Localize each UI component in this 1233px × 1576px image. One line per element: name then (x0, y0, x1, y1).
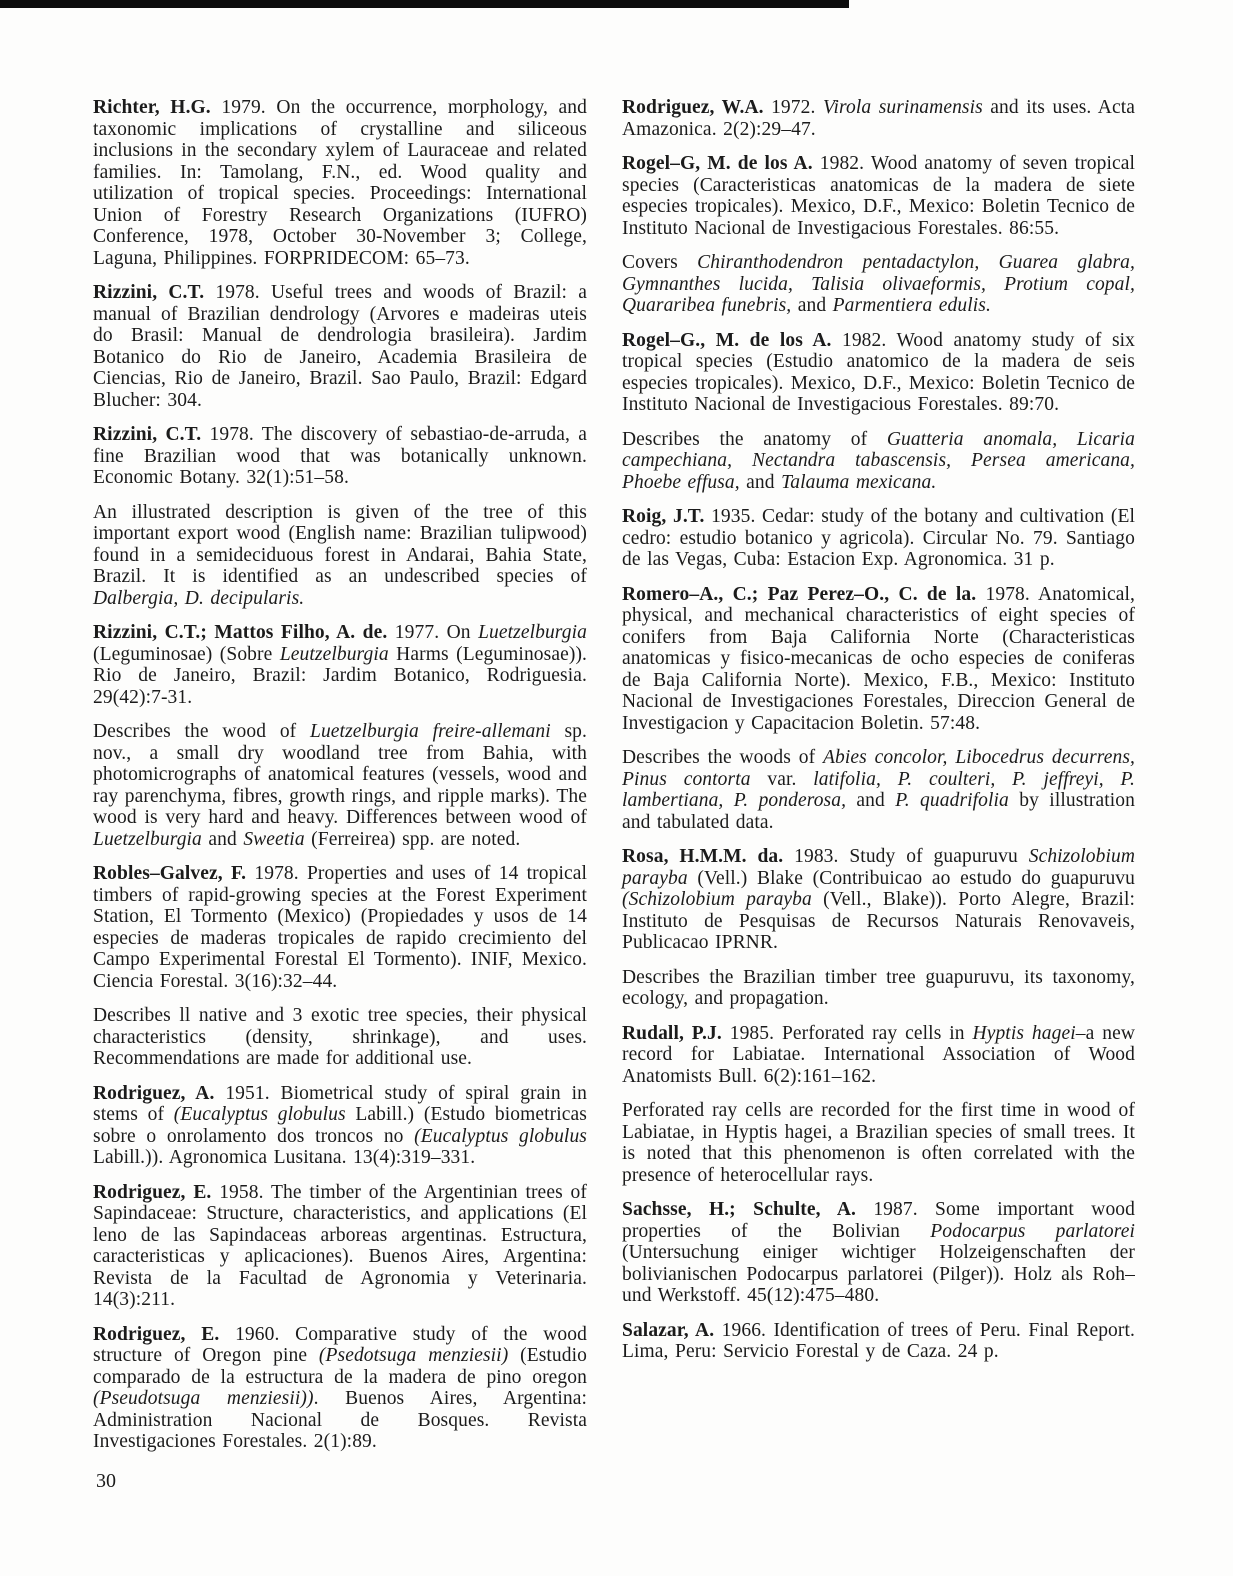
latin-name-italic: Talauma mexicana. (781, 471, 937, 493)
reference-text: Describes ll native and 3 exotic tree species, their physical characteristics (density, shrinkage), and uses. Recommendations are made for additional use. (93, 1005, 587, 1069)
reference-text: 1982. Wood anatomy of seven tropical species (Caracteristicas anatomicas de la madera de siete especies tropicales). Mexico, D.F., Mexico: Boletin Tecnico de Instituto Nacional de Investigacious Forestales. 86:55. (622, 153, 1135, 239)
reference-entry (622, 506, 1135, 571)
author-names: Rosa, H.M.M. da. (622, 846, 784, 867)
reference-entry (622, 1023, 1135, 1088)
author-names: Rodriguez, E. (93, 1323, 220, 1345)
latin-name-italic: Guatteria anomala, Licaria campechiana, Nectandra tabascensis, Persea americana, Phoebe effusa, (622, 428, 1135, 493)
reference-text: 1979. On the occurrence, morphology, and taxonomic implications of crystalline and siliceous inclusions in the secondary xylem of Lauraceae and related families. In: Tamolang, F.N., ed. Wood quality and utilization of tropical species. Proceedings: International Union of Forestry Research Organizations (IUFRO) Conference, 1978, October 30-November 3; College, Laguna, Philippines. FORPRIDECOM: 65–73. (93, 97, 587, 269)
reference-text: and (739, 471, 782, 493)
annotation-paragraph (622, 747, 1135, 833)
reference-text: Covers (622, 252, 698, 273)
reference-text: 1978. Anatomical, physical, and mechanical characteristics of eight species of conifers from Baja California Norte (Characteristicas anatomicas y fisico-mecanicas de ocho especies de coniferas de Baja California Norte). Mexico, F.B., Mexico: Instituto Nacional de Investigaciones Forestales, Direccion General de Investigacion y Capacitacion Boletin. 57:48. (622, 583, 1135, 734)
reference-text: 1982. Wood anatomy study of six tropical species (Estudio anatomico de la madera de seis especies tropicales). Mexico, D.F., Mexico: Boletin Tecnico de Instituto Nacional de Investigacious Forestales. 89:70. (622, 329, 1135, 415)
latin-name-italic: Abies concolor, Libocedrus decurrens, Pinus contorta (622, 747, 1135, 790)
author-names: Rizzini, C.T.; Mattos Filho, A. de. (93, 622, 388, 643)
latin-name-italic: Luetzelburgia (93, 828, 202, 850)
reference-text: Describes the woods of (622, 747, 823, 768)
latin-name-italic: Chiranthodendron pentadactylon, Guarea glabra, Gymnanthes lucida, Talisia olivaeformis, Protium copal, Quararibea funebris, (622, 252, 1135, 316)
author-names: Richter, H.G. (93, 97, 211, 118)
author-names: Rodriguez, A. (93, 1082, 215, 1104)
annotation-paragraph (622, 1100, 1135, 1186)
reference-entry (93, 1324, 587, 1453)
author-names: Rudall, P.J. (622, 1022, 722, 1044)
reference-entry (622, 153, 1135, 239)
latin-name-italic: latifolia, P. coulteri, P. jeffreyi, P. lambertiana, P. ponderosa, (622, 768, 1135, 811)
latin-name-italic: P. quadrifolia (895, 790, 1009, 811)
annotation-paragraph (93, 721, 587, 850)
reference-text: and (846, 790, 896, 811)
latin-name-italic: Podocarpus parlatorei (930, 1220, 1135, 1242)
author-names: Rizzini, C.T. (93, 424, 202, 445)
annotation-paragraph (622, 967, 1135, 1010)
reference-text: Labill.) (Estudo biometricas sobre o onrolamento dos troncos no (93, 1104, 587, 1147)
reference-text: (Untersuchung einiger wichtiger Holzeigenschaften der bolivianischen Podocarpus parlatorei (Pilger)). Holz als Roh– und Werkstoff. 45(12):475–480. (622, 1242, 1135, 1306)
reference-text: An illustrated description is given of the tree of this important export wood (English name: Brazilian tulipwood) found in a semideciduous forest in Andarai, Bahia State, Brazil. It is identified as an undescribed species of (93, 501, 587, 587)
reference-text: 1977. On (387, 622, 479, 643)
two-column-text-area (93, 97, 1135, 1453)
reference-entry (93, 1182, 587, 1311)
latin-name-italic: Luetzelburgia freire-allemani (310, 721, 551, 742)
reference-text: 1985. Perforated ray cells in (721, 1022, 973, 1044)
reference-entry (93, 282, 587, 411)
latin-name-italic: (Pseudotsuga menziesii)) (93, 1388, 314, 1409)
reference-text: (Ferreirea) spp. are noted. (304, 828, 521, 850)
annotation-paragraph (93, 502, 587, 610)
author-names: Salazar, A. (622, 1319, 715, 1341)
reference-text: (Vell.) Blake (Contribuicao ao estudo do guapuruvu (687, 867, 1135, 889)
reference-text: 1978. Properties and uses of 14 tropical timbers of rapid-growing species at the Forest Experiment Station, El Tormento (Mexico) (Propiedades y usos de 14 especies de maderas tropicales de rapido crecimiento del Campo Experimental Forestal El Tormento). INIF, Mexico. Ciencia Forestal. 3(16):32–44. (93, 863, 587, 992)
latin-name-italic: Hyptis hagei (972, 1022, 1076, 1044)
reference-text: Harms (Leguminosae)). Rio de Janeiro, Brazil: Jardim Botanico, Rodriguesia. 29(42):7-31. (93, 643, 588, 708)
annotation-paragraph (622, 252, 1135, 317)
reference-text: 1987. Some important wood properties of the Bolivian (622, 1199, 1135, 1242)
latin-name-italic: Schizolobium parayba (622, 846, 1135, 889)
author-names: Romero–A., C.; Paz Perez–O., C. de la. (622, 583, 977, 605)
reference-text: –a new record for Labiatae. International Association of Wood Anatomists Bull. 6(2):161–162. (622, 1022, 1136, 1087)
reference-text: and (201, 828, 244, 850)
reference-entry (622, 330, 1135, 416)
reference-text: 1958. The timber of the Argentinian trees of Sapindaceae: Structure, characteristics, and applications (El leno de las Sapindaceas arboreas argentinas. Estructura, caracteristicas y aplicaciones). Buenos Aires, Argentina: Revista de la Facultad de Agronomia y Veterinaria. 14(3):211. (93, 1181, 587, 1310)
reference-entry (622, 1199, 1135, 1307)
reference-text: and (791, 295, 833, 316)
reference-entry (93, 622, 587, 708)
author-names: Roig, J.T. (622, 506, 705, 527)
reference-text: . Buenos Aires, Argentina: Administration Nacional de Bosques. Revista Investigaciones Forestales. 2(1):89. (93, 1388, 587, 1452)
page-number: 30 (96, 1470, 116, 1492)
reference-text: sp. nov., a small dry woodland tree from Bahia, with photomicrographs of anatomical features (vessels, wood and ray parenchyma, fibres, growth rings, and ripple marks). The wood is very hard and heavy. Differences between wood of (93, 721, 587, 828)
author-names: Sachsse, H.; Schulte, A. (622, 1199, 856, 1220)
reference-text: Perforated ray cells are recorded for the first time in wood of Labiatae, in Hyptis hagei, a Brazilian species of small trees. It is noted that this phenomenon is often correlated with the presence of heterocellular rays. (622, 1100, 1135, 1186)
annotation-paragraph (93, 1005, 587, 1070)
right-column (622, 97, 1135, 1363)
reference-text: 1951. Biometrical study of spiral grain in stems of (93, 1082, 587, 1125)
annotation-paragraph (622, 429, 1135, 494)
reference-text: 1983. Study of guapuruvu (783, 846, 1029, 867)
latin-name-italic: (Eucalyptus globulus (173, 1104, 346, 1125)
author-names: Rodriguez, E. (93, 1181, 212, 1203)
reference-text: (Leguminosae) (Sobre (93, 643, 280, 665)
latin-name-italic: Parmentiera edulis. (832, 295, 991, 316)
reference-entry (93, 863, 587, 992)
latin-name-italic: Sweetia (243, 828, 305, 850)
reference-entry (622, 97, 1135, 140)
reference-text: 1978. Useful trees and woods of Brazil: a manual of Brazilian dendrology (Arvores e madeiras uteis do Brasil: Manual de dendrologia brasileira). Jardim Botanico do Rio de Janeiro, Academia Brasileira de Ciencias, Rio de Janeiro, Brazil. Sao Paulo, Brazil: Edgard Blucher: 304. (93, 282, 587, 411)
reference-text: Describes the Brazilian timber tree guapuruvu, its taxonomy, ecology, and propagation. (622, 966, 1135, 1009)
reference-text: 1978. The discovery of sebastiao-de-arruda, a fine Brazilian wood that was botanically unknown. Economic Botany. 32(1):51–58. (93, 424, 587, 488)
reference-text: and its uses. Acta Amazonica. 2(2):29–47. (622, 97, 1136, 140)
latin-name-italic: (Eucalyptus globulus (414, 1125, 587, 1147)
reference-text: (Estudio comparado de la estructura de la madera de pino oregon (93, 1345, 587, 1388)
reference-entry (93, 97, 587, 269)
reference-text: 1972. (763, 97, 823, 118)
reference-text: 1960. Comparative study of the wood structure of Oregon pine (93, 1323, 587, 1366)
latin-name-italic: Dalbergia, D. decipularis. (93, 587, 305, 609)
scan-artifact-top-bar (0, 0, 849, 8)
author-names: Rizzini, C.T. (93, 282, 205, 303)
latin-name-italic: (Schizolobium parayba (622, 889, 812, 910)
author-names: Robles–Galvez, F. (93, 863, 247, 884)
author-names: Rogel–G., M. de los A. (622, 329, 832, 351)
reference-entry (93, 1083, 587, 1169)
latin-name-italic: Luetzelburgia (478, 622, 587, 643)
reference-text: Describes the wood of (93, 721, 310, 742)
reference-entry (622, 846, 1135, 954)
reference-text: by illustration and tabulated data. (622, 790, 1135, 833)
reference-text: 1935. Cedar: study of the botany and cultivation (El cedro: estudio botanico y agricola). Circular No. 79. Santiago de las Vegas, Cuba: Estacion Exp. Agronomica. 31 p. (622, 506, 1135, 570)
latin-name-italic: Leutzelburgia (279, 643, 389, 665)
reference-text: var. (750, 768, 814, 790)
left-column (93, 97, 587, 1453)
reference-text: (Vell., Blake)). Porto Alegre, Brazil: Instituto de Pesquisas de Recursos Naturais Renovaveis, Publicacao IPRNR. (622, 889, 1135, 953)
reference-text: 1966. Identification of trees of Peru. Final Report. Lima, Peru: Servicio Forestal y de Caza. 24 p. (622, 1319, 1135, 1362)
latin-name-italic: (Psedotsuga menziesii) (318, 1345, 509, 1366)
reference-text: Labill.)). Agronomica Lusitana. 13(4):319–331. (93, 1147, 476, 1168)
reference-entry (93, 424, 587, 489)
reference-entry (622, 1320, 1135, 1363)
author-names: Rodriguez, W.A. (622, 97, 764, 118)
reference-text: Describes the anatomy of (622, 428, 887, 450)
latin-name-italic: Virola surinamensis (822, 97, 983, 118)
author-names: Rogel–G, M. de los A. (622, 153, 813, 174)
reference-entry (622, 584, 1135, 735)
